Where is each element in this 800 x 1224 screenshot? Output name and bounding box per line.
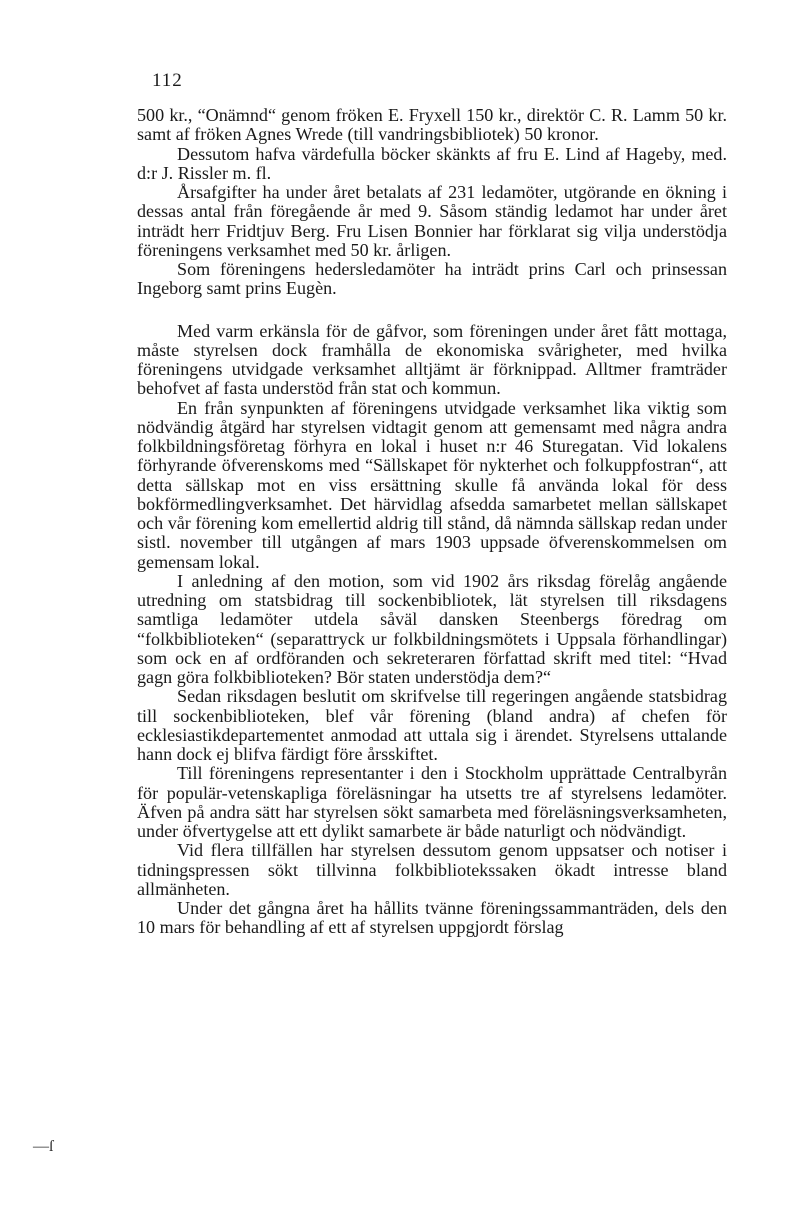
paragraph-donations: 500 kr., “Onämnd“ genom fröken E. Fryxell 150 kr., direktör C. R. Lamm 50 kr. samt af fröken Agnes Wrede (till vandringsbibliotek) 50 kronor. [137, 105, 727, 145]
paragraph-economic-difficulties: Med varm erkänsla för de gåfvor, som föreningen under året fått mottaga, måste styrelsen dock framhålla de ekonomiska svårigheter, med hvilka föreningens utvidgade verksamhet alltjämt är förknippad. Alltmer framträder behofvet af fasta understöd från stat och kommun. [137, 320, 727, 399]
paragraph-annual-fees: Årsafgifter ha under året betalats af 231 ledamöter, utgörande en ökning i dessas antal från föregående år med 9. Såsom ständig ledamot har under året inträdt herr Fridtjuv Berg. Fru Lisen Bonnier har förklarat sig vilja understödja föreningens verksamhet med 50 kr. årligen. [137, 182, 727, 260]
paragraph-riksdag-motion: I anledning af den motion, som vid 1902 års riksdag förelåg angående utredning om statsbidrag till sockenbibliotek, lät styrelsen till riksdagens samtliga ledamöter utdela såväl dansken Steenbergs föredrag om “folkbiblioteken“ (separattryck ur folkbildningsmötets i Uppsala förhandlingar) som ock en af ordföranden och sekreteraren författad skrift med titel: “Hvad gagn göra folkbiblioteken? Bör staten understödja dem?“ [137, 570, 727, 687]
paragraph-state-grant: Sedan riksdagen beslutit om skrifvelse till regeringen angående statsbidrag till sockenbiblioteken, blef vår förening (bland andra) af chefen för ecklesiastikdepartementet anmodad att uttala sig i ärendet. Styrelsens uttalande hann dock ej blifva färdigt före årsskiftet. [137, 686, 727, 764]
body-text [137, 106, 727, 938]
paragraph-premises: En från synpunkten af föreningens utvidgade verksamhet lika viktig som nödvändig åtgärd har styrelsen vidtagit genom att gemensamt med några andra folkbildningsföretag förhyra en lokal i huset n:r 46 Sturegatan. Vid lokalens förhyrande öfverenskoms med “Sällskapet för nykterhet och folkuppfostran“, att detta sällskap mot en viss ersättning skulle få använda lokal för dess bokförmedlingverksamhet. Det härvidlag afsedda samarbetet mellan sällskapet och vår förening kom emellertid aldrig till stånd, då nämnda sällskap redan under sistl. november till utgången af mars 1903 uppsade öfverenskommelsen om gemensam lokal. [137, 397, 727, 572]
paragraph-honorary-members: Som föreningens hedersledamöter ha inträdt prins Carl och prinsessan Ingeborg samt prins Eugèn. [137, 259, 727, 299]
page-number: 112 [152, 70, 183, 91]
paragraph-press-notices: Vid flera tillfällen har styrelsen dessutom genom uppsatser och notiser i tidningspressen sökt tillvinna folkbibliotekssaken ökadt intresse bland allmänheten. [137, 840, 727, 899]
paragraph-book-gifts: Dessutom hafva värdefulla böcker skänkts af fru E. Lind af Hageby, med. d:r J. Rissler m. fl. [137, 143, 727, 183]
margin-mark: —ſ [33, 1138, 54, 1155]
paragraph-lecture-bureau: Till föreningens representanter i den i Stockholm upprättade Centralbyrån för populär-vetenskapliga föreläsningar ha utsetts tre af styrelsens ledamöter. Äfven på andra sätt har styrelsen sökt samarbeta med föreläsningsverksamheten, under öfvertygelse att ett dylikt samarbete är både naturligt och nödvändigt. [137, 763, 727, 841]
paragraph-meetings: Under det gångna året ha hållits tvänne föreningssammanträden, dels den 10 mars för behandling af ett af styrelsen uppgjordt förslag [137, 898, 727, 938]
